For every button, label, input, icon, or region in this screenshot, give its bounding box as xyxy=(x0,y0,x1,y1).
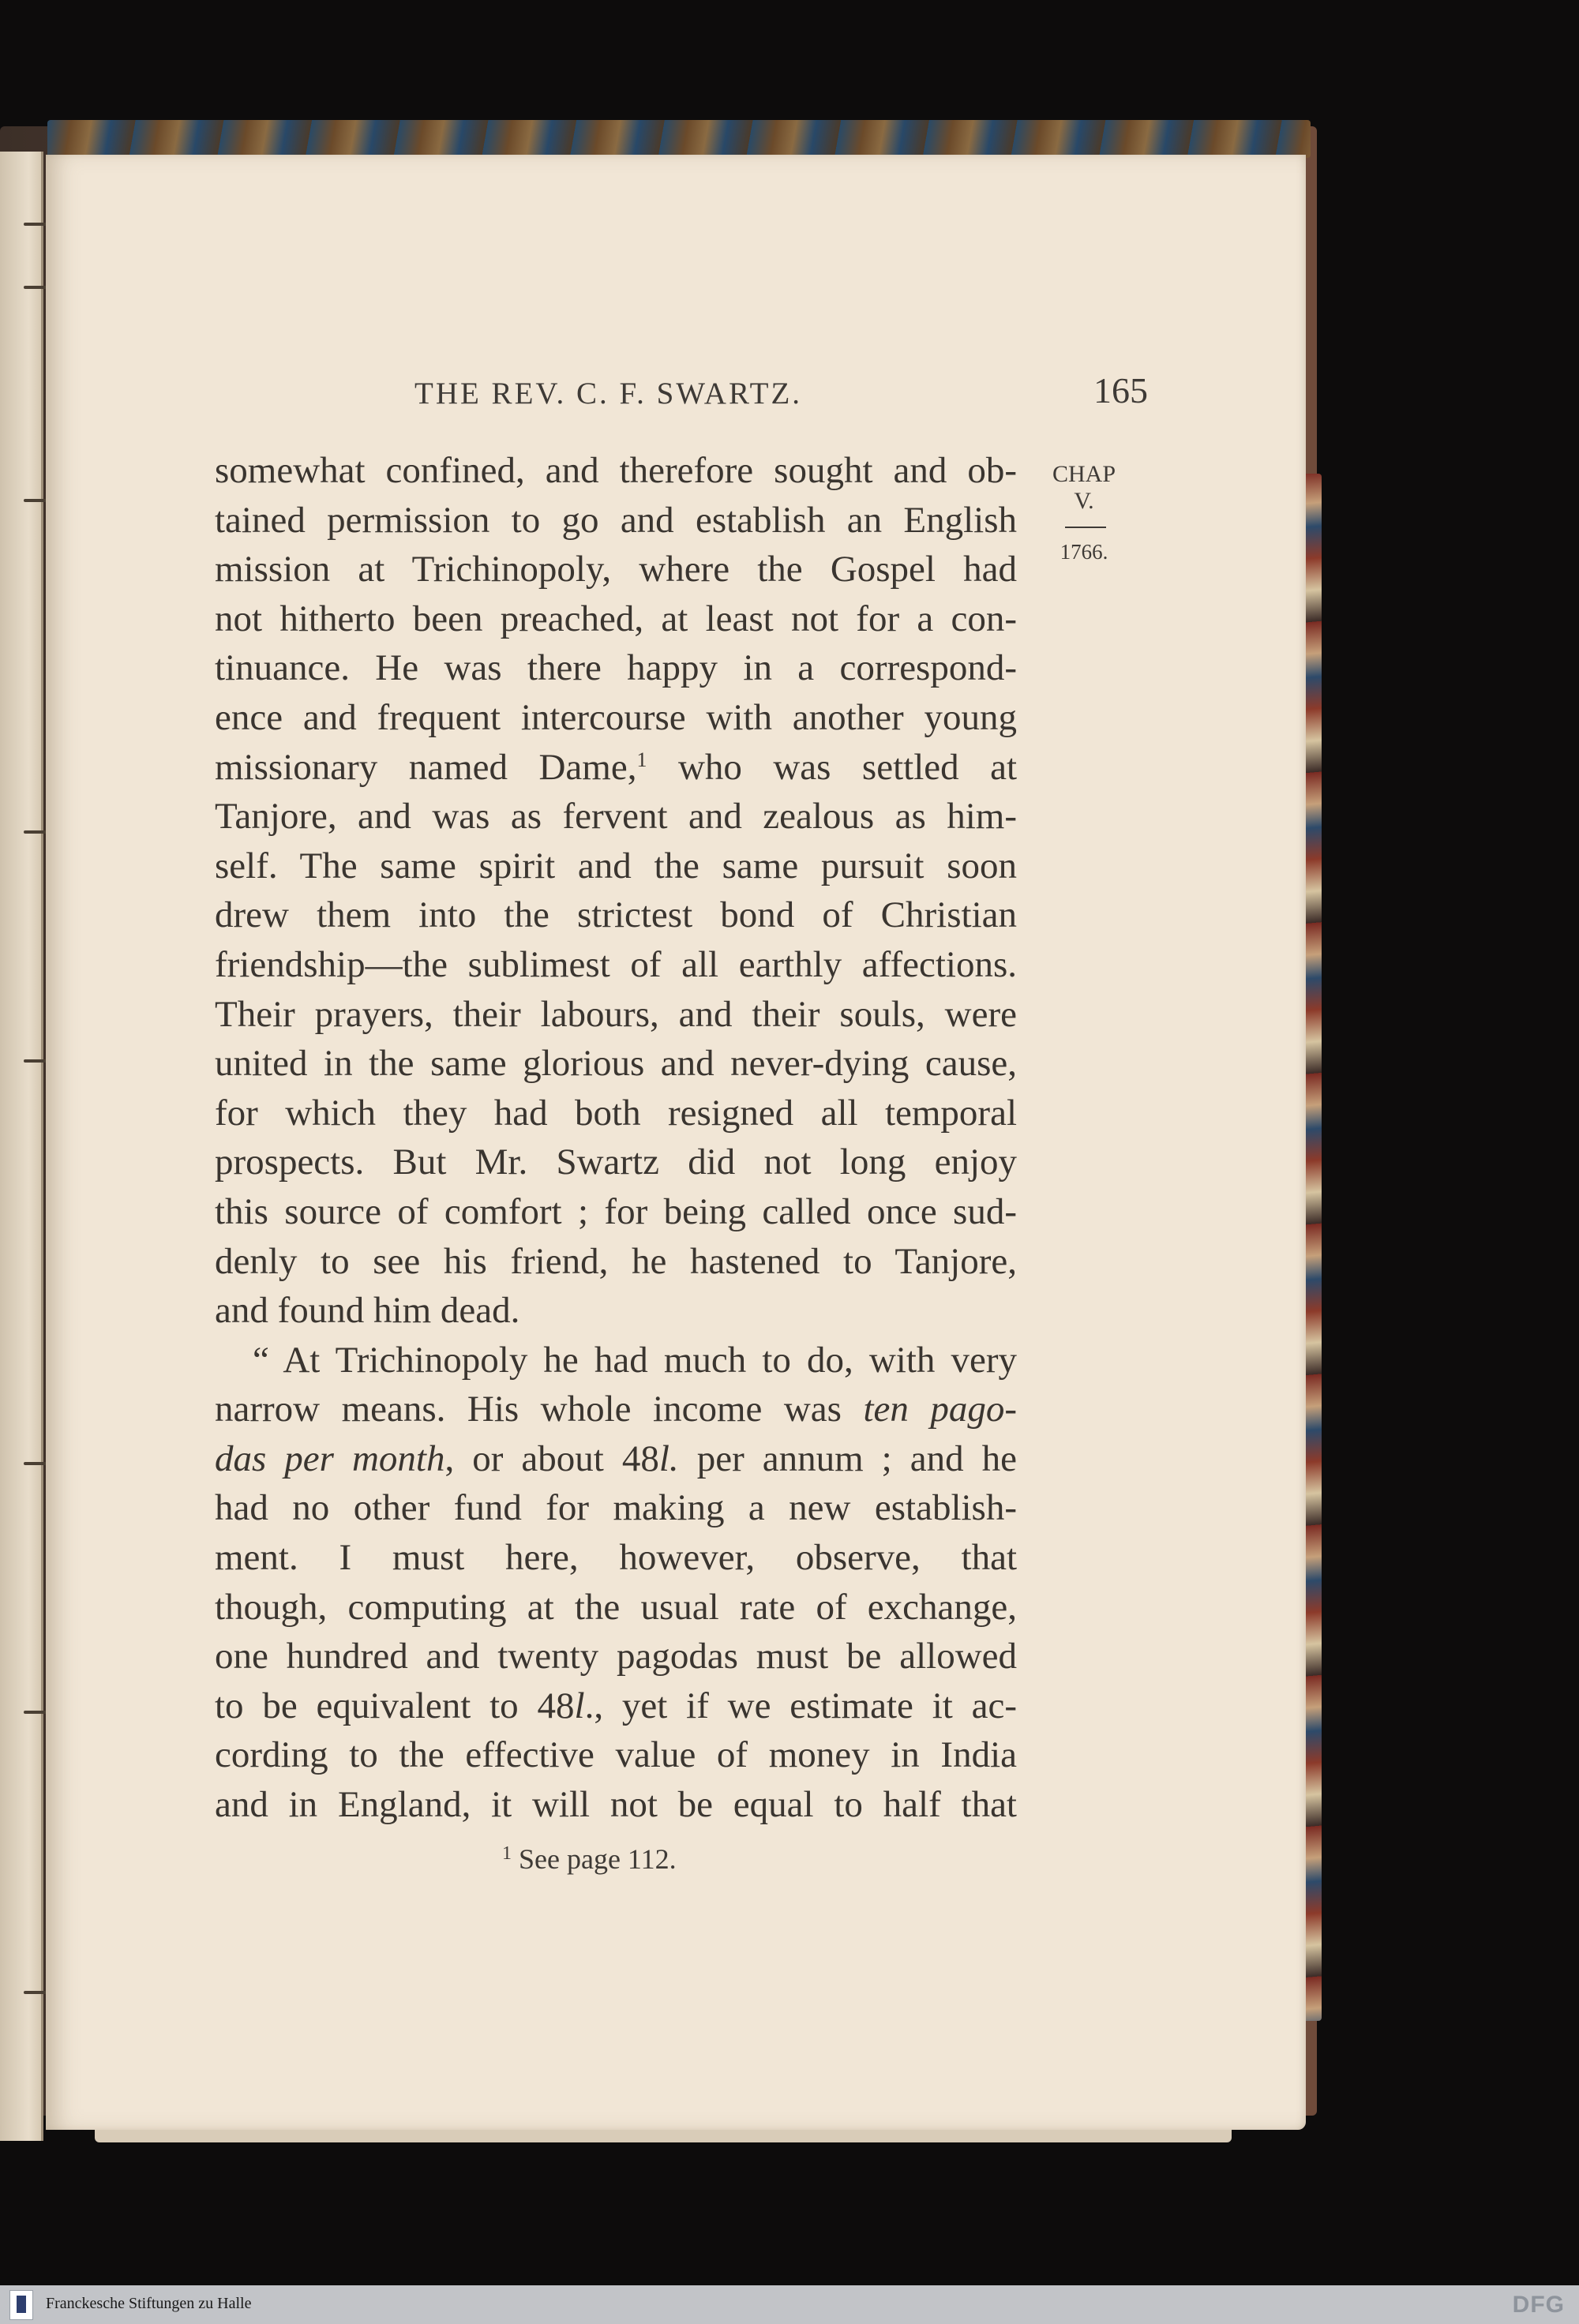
text-line: self. The same spirit and the same pursuit soon xyxy=(215,845,1017,886)
text-line xyxy=(215,1385,1017,1434)
italic-run: l xyxy=(574,1685,585,1726)
text-run: ., yet if we estimate it ac- xyxy=(584,1685,1018,1726)
dfg-logo: DFG xyxy=(1512,2292,1565,2318)
text-line: and in England, it will not be equal to half that xyxy=(215,1784,1017,1826)
text-line: Their prayers, their labours, and their souls, were xyxy=(215,993,1017,1035)
margin-chapter-label: CHAP xyxy=(1052,461,1116,487)
page-edge-shadow xyxy=(95,2130,1232,2142)
text-run: to be equivalent to 48 xyxy=(215,1685,575,1726)
left-facing-page xyxy=(0,152,43,2141)
footnote xyxy=(502,1842,677,1876)
footnote-marker: 1 xyxy=(502,1843,512,1864)
footer-bar xyxy=(0,2285,1579,2324)
institution-logo-icon xyxy=(9,2290,33,2320)
text-line: and found him dead. xyxy=(215,1290,520,1332)
text-line: though, computing at the usual rate of exchange, xyxy=(215,1586,1017,1628)
text-line: ence and frequent intercourse with another young xyxy=(215,696,1017,738)
text-line: prospects. But Mr. Swartz did not long enjoy xyxy=(215,1141,1017,1183)
text-line xyxy=(215,1681,1017,1731)
text-run: , or about 48 xyxy=(444,1438,659,1479)
text-line: mission at Trichinopoly, where the Gospel had xyxy=(215,549,1017,590)
footnote-text: See page 112. xyxy=(519,1843,677,1875)
text-line: ment. I must here, however, observe, that xyxy=(215,1537,1017,1579)
italic-run: ten pago- xyxy=(863,1389,1018,1430)
text-line: friendship—the sublimest of all earthly affections. xyxy=(215,943,1017,985)
margin-year: 1766. xyxy=(1060,540,1108,564)
margin-chapter-number: V. xyxy=(1074,488,1094,514)
running-title: THE REV. C. F. SWARTZ. xyxy=(414,377,803,410)
footnote-reference: 1 xyxy=(636,748,647,771)
body-text xyxy=(215,446,1017,1830)
text-run: per annum ; and he xyxy=(678,1438,1017,1479)
text-line: Tanjore, and was as fervent and zealous as him- xyxy=(215,796,1017,838)
text-line xyxy=(215,1434,1017,1484)
text-line: tinuance. He was there happy in a correspond- xyxy=(215,647,1017,689)
text-line: denly to see his friend, he hastened to Tanjore, xyxy=(215,1240,1017,1282)
text-line: this source of comfort ; for being called once sud- xyxy=(215,1190,1017,1232)
text-run: missionary named Dame, xyxy=(215,746,637,788)
text-run: who was settled at xyxy=(677,746,1018,788)
text-line: drew them into the strictest bond of Christian xyxy=(215,894,1017,936)
footer-credit: Franckesche Stiftungen zu Halle xyxy=(46,2295,252,2312)
italic-run: das per month xyxy=(215,1438,445,1479)
text-line: somewhat confined, and therefore sought and ob- xyxy=(215,450,1017,491)
marbled-edge xyxy=(47,120,1311,158)
text-line: one hundred and twenty pagodas must be allowed xyxy=(215,1636,1017,1677)
text-line: had no other fund for making a new establish- xyxy=(215,1487,1017,1529)
italic-run: l. xyxy=(658,1438,679,1479)
text-line: for which they had both resigned all temporal xyxy=(215,1092,1017,1134)
text-line: united in the same glorious and never-dying cause, xyxy=(215,1043,1017,1085)
text-line: not hitherto been preached, at least not for a con- xyxy=(215,598,1017,639)
text-run: narrow means. His whole income was xyxy=(215,1389,842,1430)
text-line: tained permission to go and establish an English xyxy=(215,499,1017,541)
margin-rule xyxy=(1065,527,1106,528)
text-line: cording to the effective value of money in India xyxy=(215,1734,1017,1776)
text-line: “ At Trichinopoly he had much to do, with very xyxy=(253,1339,1017,1381)
text-line xyxy=(215,743,1017,793)
page-number: 165 xyxy=(1093,370,1148,410)
